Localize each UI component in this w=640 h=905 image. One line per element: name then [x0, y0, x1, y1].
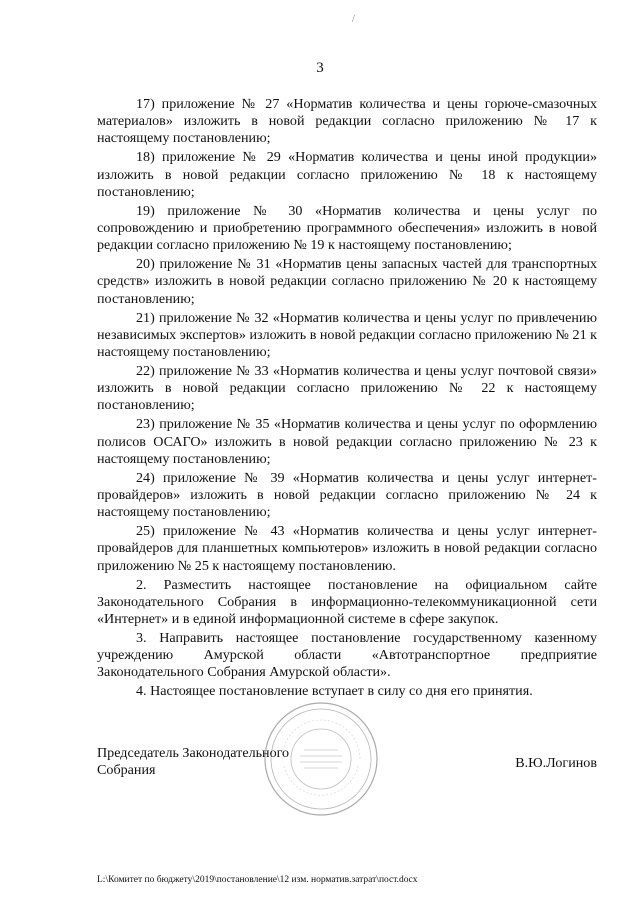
paragraph-item-22: 22) приложение № 33 «Норматив количества и цены услуг почтовой связи» изложить в новой редакции согласно приложению № 22 к настоящему постановлению; — [97, 363, 597, 414]
signature-block — [97, 745, 597, 785]
tick-mark: / — [352, 14, 355, 25]
paragraph-item-23: 23) приложение № 35 «Норматив количества и цены услуг по оформлению полисов ОСАГО» изложить в новой редакции согласно приложению № 23 к настоящему постановлению; — [97, 416, 597, 467]
paragraph-item-19: 19) приложение № 30 «Норматив количества и цены услуг по сопровождению и приобретению программного обеспечения» изложить в новой редакции согласно приложению № 19 к настоящему постановлению; — [97, 202, 597, 254]
paragraph-item-25: 25) приложение № 43 «Норматив количества и цены услуг интернет-провайдеров для планшетных компьютеров» изложить в новой редакции согласно приложению № 25 к настоящему постановлению. — [97, 523, 597, 574]
file-path-footer: L:\Комитет по бюджету\2019\постановление\12 изм. норматив.затрат\пост.docx — [97, 875, 418, 885]
page-number: 3 — [316, 60, 324, 76]
signatory-name: В.Ю.Логинов — [515, 755, 597, 771]
paragraph-item-21: 21) приложение № 32 «Норматив количества и цены услуг по привлечению независимых экспертов» изложить в новой редакции согласно приложению № 21 к настоящему постановлению; — [97, 309, 597, 361]
signatory-role — [97, 745, 327, 779]
paragraph-item-18: 18) приложение № 29 «Норматив количества и цены иной продукции» изложить в новой редакции согласно приложению № 18 к настоящему постановлению; — [97, 149, 597, 200]
paragraph-item-17: 17) приложение № 27 «Норматив количества и цены горюче-смазочных материалов» изложить в новой редакции согласно приложению № 17 к настоящему постановлению; — [97, 96, 597, 147]
paragraph-item-20: 20) приложение № 31 «Норматив цены запасных частей для транспортных средств» изложить в новой редакции согласно приложению № 20 к настоящему постановлению; — [97, 256, 597, 307]
paragraph-clause-2: 2. Разместить настоящее постановление на официальном сайте Законодательного Собрания в информационно-телекоммуникационной сети «Интернет» и в единой информационной системе в сфере закупок. — [97, 576, 597, 628]
document-body — [97, 96, 597, 702]
paragraph-clause-4: 4. Настоящее постановление вступает в силу со дня его принятия. — [136, 683, 533, 700]
signatory-role-line2: Собрания — [97, 762, 156, 779]
signatory-role-line1: Председатель Законодательного — [97, 745, 290, 761]
paragraph-clause-3: 3. Направить настоящее постановление государственному казенному учреждению Амурской области «Автотранспортное предприятие Законодательного Собрания Амурской области». — [97, 630, 597, 681]
paragraph-item-24: 24) приложение № 39 «Норматив количества и цены услуг интернет-провайдеров» изложить в новой редакции согласно приложению № 24 к настоящему постановлению; — [97, 469, 597, 521]
